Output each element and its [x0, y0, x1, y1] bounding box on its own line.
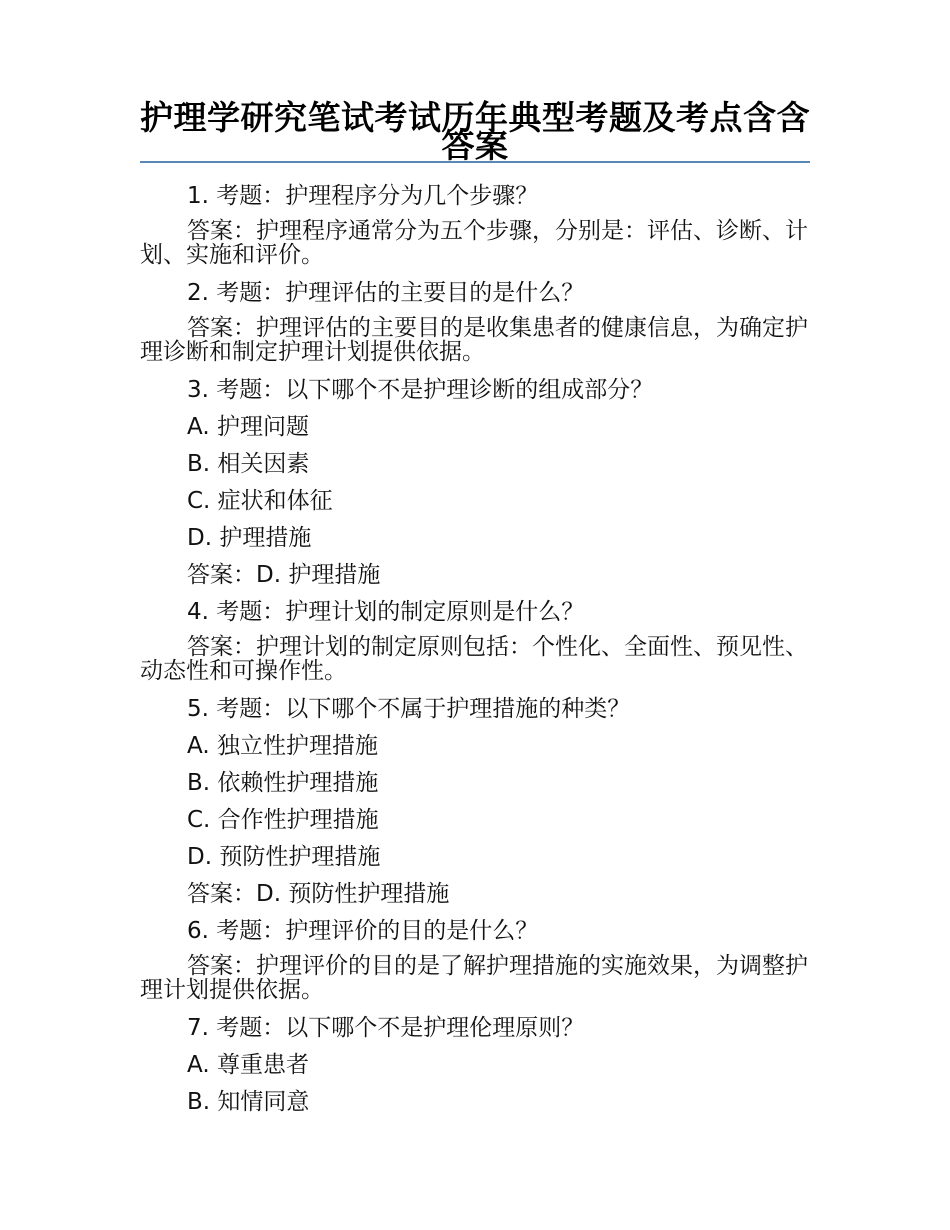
option-d: D. 护理措施 — [187, 525, 312, 551]
answer-2: 答案：护理评估的主要目的是收集患者的健康信息，为确定护理诊断和制定护理计划提供依据。 — [140, 315, 808, 365]
document-title: 护理学研究笔试考试历年典型考题及考点含含答案 — [140, 98, 810, 165]
answer-3: 答案：D. 护理措施 — [187, 562, 381, 588]
option-c: C. 症状和体征 — [187, 488, 333, 514]
option-b: B. 相关因素 — [187, 451, 310, 477]
option-c: C. 合作性护理措施 — [187, 807, 379, 833]
option-d: D. 预防性护理措施 — [187, 844, 381, 870]
option-b: B. 知情同意 — [187, 1089, 310, 1115]
title-divider — [140, 161, 810, 163]
question-5: 5. 考题：以下哪个不属于护理措施的种类？ — [187, 696, 631, 722]
question-6: 6. 考题：护理评价的目的是什么？ — [187, 918, 539, 944]
answer-1: 答案：护理程序通常分为五个步骤，分别是：评估、诊断、计划、实施和评价。 — [140, 218, 808, 268]
option-a: A. 尊重患者 — [187, 1052, 309, 1078]
question-2: 2. 考题：护理评估的主要目的是什么？ — [187, 280, 585, 306]
option-a: A. 独立性护理措施 — [187, 733, 378, 759]
question-7: 7. 考题：以下哪个不是护理伦理原则？ — [187, 1015, 585, 1041]
option-b: B. 依赖性护理措施 — [187, 770, 379, 796]
answer-6: 答案：护理评价的目的是了解护理措施的实施效果，为调整护理计划提供依据。 — [140, 953, 808, 1003]
question-1: 1. 考题：护理程序分为几个步骤？ — [187, 183, 539, 209]
option-a: A. 护理问题 — [187, 414, 309, 440]
answer-5: 答案：D. 预防性护理措施 — [187, 881, 450, 907]
question-4: 4. 考题：护理计划的制定原则是什么？ — [187, 599, 585, 625]
document-body — [140, 178, 810, 1121]
answer-4: 答案：护理计划的制定原则包括：个性化、全面性、预见性、动态性和可操作性。 — [140, 634, 808, 684]
question-3: 3. 考题：以下哪个不是护理诊断的组成部分？ — [187, 377, 654, 403]
